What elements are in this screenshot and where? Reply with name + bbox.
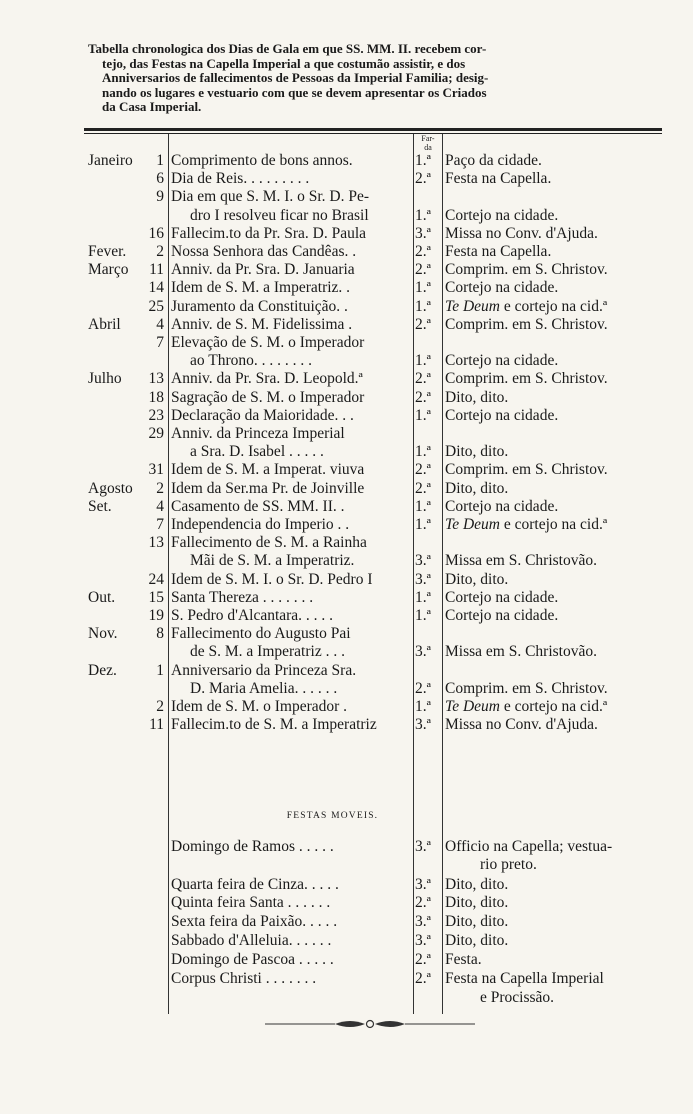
- table-title: [88, 42, 658, 115]
- description-cell: Fallecim.to da Pr. Sra. D. Paula: [171, 224, 367, 242]
- grade-cell: 3.ª: [415, 224, 431, 242]
- description-cell: Idem de S. M. a Imperat. viuva: [171, 461, 365, 479]
- day-cell: 31: [148, 461, 164, 479]
- ceremony-cell: Missa no Conv. d'Ajuda.: [445, 224, 598, 242]
- grade-cell: 2.ª: [415, 970, 431, 987]
- ceremony-cell: rio preto.: [480, 856, 537, 873]
- description-cell: Sabbado d'Alleluia. . . . . .: [171, 932, 332, 949]
- day-cell: 1: [156, 152, 164, 169]
- ceremony-cell: Festa.: [445, 951, 482, 968]
- column-divider-mid: [413, 134, 414, 1014]
- grade-cell: 2.ª: [415, 894, 431, 911]
- ceremony-cell: Cortejo na cidade.: [445, 607, 559, 624]
- day-cell: 14: [148, 279, 164, 297]
- ceremony-cell: Dito, dito.: [445, 913, 509, 930]
- festas-moveis-label: FESTAS MOVEIS.: [286, 811, 379, 821]
- ceremony-cell: Missa em S. Christovão.: [445, 643, 597, 661]
- title-line-5: da Casa Imperial.: [102, 99, 202, 114]
- description-cell: Quinta feira Santa . . . . . .: [171, 894, 331, 911]
- ceremony-cell: Festa na Capella.: [445, 243, 552, 260]
- grade-cell: 3.ª: [415, 570, 431, 588]
- ceremony-cell: Missa em S. Christovão.: [445, 552, 597, 570]
- description-cell: Fallecim.to de S. M. a Imperatriz: [171, 716, 377, 734]
- te-deum-text: Te Deum: [445, 516, 500, 533]
- description-cell: Domingo de Pascoa . . . . .: [171, 951, 334, 968]
- description-cell: ao Throno. . . . . . . .: [190, 352, 312, 370]
- day-cell: 16: [148, 224, 164, 242]
- grade-cell: 3.ª: [415, 932, 431, 949]
- day-cell: 24: [148, 570, 164, 588]
- day-cell: 25: [148, 297, 164, 315]
- day-cell: 2: [156, 479, 164, 497]
- description-cell: Santa Thereza . . . . . . .: [171, 588, 314, 606]
- grade-cell: 2.ª: [415, 479, 431, 497]
- ceremony-cell: Comprim. em S. Christov.: [445, 261, 608, 279]
- description-cell: dro I resolveu ficar no Brasil: [190, 206, 369, 224]
- day-cell: 11: [149, 716, 164, 734]
- description-cell: Idem de S. M. a Imperatriz. .: [171, 279, 351, 297]
- ceremony-cell: Comprim. em S. Christov.: [445, 370, 608, 388]
- ceremony-cell: Te Deum e cortejo na cid.ª: [445, 516, 608, 533]
- ceremony-cell: Officio na Capella; vestua-: [445, 838, 613, 855]
- grade-cell: 1.ª: [415, 698, 431, 715]
- ceremony-cell: Dito, dito.: [445, 443, 509, 461]
- description-cell: D. Maria Amelia. . . . . .: [190, 679, 338, 697]
- description-cell: Sagração de S. M. o Imperador: [171, 388, 365, 406]
- description-cell: Fallecimento de S. M. a Rainha: [171, 534, 367, 552]
- description-cell: Idem da Ser.ma Pr. de Joinville: [171, 479, 365, 497]
- grade-cell: 3.ª: [415, 838, 431, 855]
- description-cell: Anniv. da Pr. Sra. D. Januaria: [171, 261, 355, 279]
- day-cell: 11: [149, 261, 164, 279]
- description-cell: Dia de Reis. . . . . . . . .: [171, 170, 310, 188]
- grade-cell: 1.ª: [415, 152, 431, 169]
- month-cell: Set.: [88, 497, 112, 515]
- grade-cell: 3.ª: [415, 643, 431, 661]
- ceremony-cell: Dito, dito.: [445, 876, 509, 893]
- grade-cell: 1.ª: [415, 279, 431, 297]
- description-cell: a Sra. D. Isabel . . . . .: [190, 443, 324, 461]
- day-cell: 15: [148, 588, 164, 606]
- grade-cell: 1.ª: [415, 607, 431, 624]
- grade-cell: 2.ª: [415, 679, 431, 697]
- day-cell: 9: [156, 188, 164, 206]
- grade-cell: 3.ª: [415, 913, 431, 930]
- grade-cell: 1.ª: [415, 297, 431, 315]
- description-cell: Casamento de SS. MM. II. .: [171, 497, 345, 515]
- description-cell: Nossa Senhora das Candêas. .: [171, 243, 357, 260]
- grade-cell: 2.ª: [415, 951, 431, 968]
- ceremony-cell: e Procissão.: [480, 989, 555, 1006]
- description-cell: Declaração da Maioridade. . .: [171, 406, 354, 424]
- grade-cell: 2.ª: [415, 315, 431, 333]
- ceremony-cell: Te Deum e cortejo na cid.ª: [445, 698, 608, 715]
- ceremony-cell: Cortejo na cidade.: [445, 279, 559, 297]
- ceremony-cell: Festa na Capella.: [445, 170, 552, 188]
- month-cell: Julho: [88, 370, 122, 388]
- te-deum-text: Te Deum: [445, 698, 500, 715]
- title-line-1: Tabella chronologica dos Dias de Gala em que SS. MM. II. recebem cor-: [88, 41, 487, 56]
- ceremony-cell: Te Deum e cortejo na cid.ª: [445, 297, 608, 315]
- day-cell: 13: [148, 370, 164, 388]
- ceremony-cell: Dito, dito.: [445, 894, 509, 911]
- description-cell: Elevação de S. M. o Imperador: [171, 334, 365, 351]
- title-line-4: nando os lugares e vestuario com que se devem apresentar os Criados: [102, 84, 487, 100]
- grade-cell: 1.ª: [415, 406, 431, 424]
- ceremony-cell: Comprim. em S. Christov.: [445, 461, 608, 479]
- month-cell: Fever.: [88, 243, 127, 260]
- day-cell: 6: [156, 170, 164, 188]
- grade-cell: 2.ª: [415, 388, 431, 406]
- ceremony-cell: Missa no Conv. d'Ajuda.: [445, 716, 598, 734]
- ceremony-cell: Cortejo na cidade.: [445, 497, 559, 515]
- month-cell: Janeiro: [88, 152, 133, 169]
- description-cell: Domingo de Ramos . . . . .: [171, 838, 334, 855]
- description-cell: Dia em que S. M. I. o Sr. D. Pe-: [171, 188, 370, 206]
- ornament-divider: [265, 1018, 475, 1030]
- grade-header-line-2: da: [424, 143, 432, 152]
- description-cell: Idem de S. M. o Imperador .: [171, 698, 348, 715]
- day-cell: 7: [156, 334, 164, 351]
- description-cell: de S. M. a Imperatriz . . .: [190, 643, 345, 661]
- description-cell: Corpus Christi . . . . . . .: [171, 970, 317, 987]
- ceremony-cell: Dito, dito.: [445, 570, 509, 588]
- month-cell: Out.: [88, 588, 116, 606]
- ceremony-cell: Cortejo na cidade.: [445, 352, 559, 370]
- grade-cell: 1.ª: [415, 588, 431, 606]
- grade-cell: 2.ª: [415, 370, 431, 388]
- day-cell: 4: [156, 497, 164, 515]
- description-cell: Comprimento de bons annos.: [171, 152, 353, 169]
- description-cell: Fallecimento do Augusto Pai: [171, 625, 351, 643]
- grade-cell: 2.ª: [415, 243, 431, 260]
- te-deum-text: Te Deum: [445, 297, 500, 315]
- top-rule-thin: [84, 133, 662, 134]
- description-cell: Idem de S. M. I. o Sr. D. Pedro I: [171, 570, 373, 588]
- day-cell: 4: [156, 315, 164, 333]
- description-cell: Anniv. de S. M. Fidelissima .: [171, 315, 353, 333]
- grade-cell: 1.ª: [415, 443, 431, 461]
- column-divider-right: [442, 134, 443, 1014]
- grade-column-header: [414, 134, 442, 152]
- title-line-3: Anniversarios de fallecimentos de Pessoas da Imperial Familia; desig-: [102, 70, 489, 85]
- grade-cell: 2.ª: [415, 461, 431, 479]
- ceremony-cell: Comprim. em S. Christov.: [445, 679, 608, 697]
- ceremony-cell: Comprim. em S. Christov.: [445, 315, 608, 333]
- ceremony-cell: Festa na Capella Imperial: [445, 970, 604, 987]
- grade-cell: 1.ª: [415, 352, 431, 370]
- month-cell: Abril: [88, 315, 121, 333]
- grade-cell: 3.ª: [415, 552, 431, 570]
- day-cell: 18: [148, 388, 164, 406]
- column-divider-left: [168, 134, 169, 1014]
- grade-cell: 1.ª: [415, 206, 431, 224]
- festas-moveis-heading: [0, 811, 693, 821]
- description-cell: Quarta feira de Cinza. . . . .: [171, 876, 339, 893]
- day-cell: 1: [156, 661, 164, 679]
- grade-cell: 1.ª: [415, 516, 431, 533]
- day-cell: 23: [148, 406, 164, 424]
- ceremony-cell: Dito, dito.: [445, 932, 509, 949]
- grade-cell: 2.ª: [415, 261, 431, 279]
- description-cell: Sexta feira da Paixão. . . . .: [171, 913, 338, 930]
- grade-cell: 1.ª: [415, 497, 431, 515]
- day-cell: 13: [148, 534, 164, 552]
- ceremony-cell: Paço da cidade.: [445, 152, 542, 169]
- day-cell: 29: [148, 425, 164, 442]
- ceremony-cell: Cortejo na cidade.: [445, 406, 559, 424]
- grade-header-line-1: Far-: [421, 134, 435, 143]
- ceremony-cell: Cortejo na cidade.: [445, 588, 559, 606]
- description-cell: Mãi de S. M. a Imperatriz.: [190, 552, 355, 570]
- month-cell: Nov.: [88, 625, 118, 643]
- grade-cell: 3.ª: [415, 876, 431, 893]
- description-cell: S. Pedro d'Alcantara. . . . .: [171, 607, 334, 624]
- description-cell: Juramento da Constituição. .: [171, 297, 348, 315]
- description-cell: Anniv. da Princeza Imperial: [171, 425, 345, 442]
- day-cell: 2: [156, 243, 164, 260]
- day-cell: 2: [156, 698, 164, 715]
- month-cell: Março: [88, 261, 129, 279]
- ceremony-cell: Dito, dito.: [445, 388, 509, 406]
- description-cell: Independencia do Imperio . .: [171, 516, 350, 533]
- ceremony-cell: Dito, dito.: [445, 479, 509, 497]
- day-cell: 19: [148, 607, 164, 624]
- title-line-2: tejo, das Festas na Capella Imperial a que costumão assistir, e dos: [102, 55, 466, 71]
- grade-cell: 2.ª: [415, 170, 431, 188]
- grade-cell: 3.ª: [415, 716, 431, 734]
- ceremony-cell: Cortejo na cidade.: [445, 206, 559, 224]
- top-rule-thick: [84, 128, 662, 131]
- description-cell: Anniversario da Princeza Sra.: [171, 661, 357, 679]
- month-cell: Dez.: [88, 661, 117, 679]
- description-cell: Anniv. da Pr. Sra. D. Leopold.ª: [171, 370, 363, 388]
- day-cell: 7: [156, 516, 164, 533]
- day-cell: 8: [156, 625, 164, 643]
- month-cell: Agosto: [88, 479, 133, 497]
